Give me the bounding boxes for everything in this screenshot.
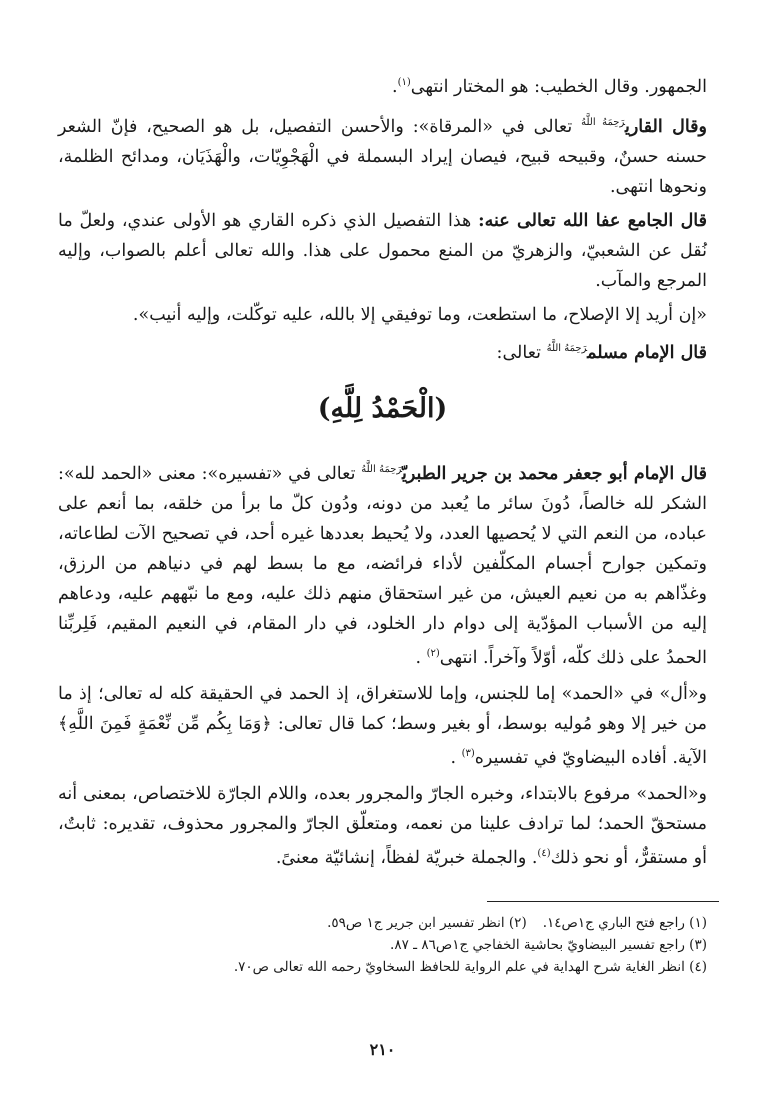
paragraph-7-end: . — [450, 747, 462, 768]
paragraph-3-text: هذا التفصيل الذي ذكره القاري هو الأولى عندي، ولعلّ ما نُقل عن الشعبيّ، والزهريّ من المنع محمول على هذا. والله تعالى أعلم بالصواب، وإليه المرجع والمآب. — [58, 210, 707, 291]
honorific-ligature: رَحِمَهُ اللَّهُ — [546, 342, 588, 354]
footnote-row-2 — [58, 934, 707, 956]
paragraph-7 — [58, 679, 707, 773]
paragraph-8 — [58, 779, 707, 873]
paragraph-2-lead: وقال القاري — [624, 116, 707, 137]
paragraph-4-text: «إن أريد إلا الإصلاح، ما استطعت، وما توفيقي إلا بالله، عليه توكّلت، وإليه أنيب». — [132, 304, 707, 325]
footnote-row-3 — [58, 956, 707, 978]
page-number: ٢١٠ — [369, 1040, 396, 1059]
honorific-ligature: رَحِمَهُ اللَّهُ — [361, 464, 402, 476]
footnote-4: (٤) انظر الغاية شرح الهداية في علم الرواية للحافظ السخاويّ رحمه الله تعالى ص٧٠. — [233, 958, 707, 975]
footnote-row-1 — [58, 912, 707, 934]
honorific-ligature: رَحِمَهُ اللَّهُ — [581, 116, 625, 128]
paragraph-7-text: و«أل» في «الحمد» إما للجنس، وإما للاستغراق، إذ الحمد في الحقيقة كله له تعالى؛ إذ ما من خير إلا وهو مُوليه بوسط، أو بغير وسط؛ كما قال تعالى: ﴿وَمَا بِكُم مِّن نِّعْمَةٍ فَمِنَ اللَّهِ﴾ الآية. أفاده البيضاويّ في تفسيره — [58, 684, 707, 768]
paragraph-8-end: . والجملة خبريّة لفظاً، إنشائيّة معنىً. — [275, 847, 538, 868]
footnote-ref-4[interactable]: (٤) — [537, 847, 551, 859]
paragraph-6 — [58, 455, 707, 673]
paragraph-5-lead: قال الإمام مسلم — [587, 342, 707, 363]
footnote-1: (١) راجع فتح الباري ج١ص١٤. — [542, 914, 707, 931]
paragraph-3-lead: قال الجامع عفا الله تعالى عنه: — [478, 210, 707, 231]
paragraph-1-end: . — [392, 76, 398, 97]
footnote-ref-1[interactable]: (١) — [397, 77, 411, 88]
paragraph-6-text: تعالى في «تفسيره»: معنى «الحمد لله»: الشكر لله خالصاً، دُونَ سائر ما يُعبد من دونه، ودُون كلّ ما برأ من خلقه، بما أنعم على عباده، من النعم التي لا يُحصيها العدد، ولا يُحيط بعددها غيره أحد، في تصحيح الآت لطاعاته، وتمكين جوارح أجسام المكلّفين لأداء فرائضه، مع ما بسط لهم في دنياهم من الرزق، وغذّاهم به من نعيم العيش، من غير استحقاق منهم ذلك عليه، ومع ما نبّههم عليه، ودعاهم إليه من الأسباب المؤدّية إلى دوام دار الخلود، في دار المقام، في النعيم المقيم، فَلِربِّنا الحمدُ على ذلك كلّه، أوّلاً وآخراً. انتهى — [58, 464, 707, 669]
section-title: (الْحَمْدُ لِلَّهِ) — [317, 393, 448, 425]
footnote-divider — [487, 901, 719, 902]
paragraph-8-text: و«الحمد» مرفوع بالابتداء، وخبره الجارّ والمجرور بعده، واللام الجارّة للاختصاص، بمعنى أنه مستحقّ الحمد؛ لما ترادف علينا من نعمه، ومتعلّق الجارّ والمجرور محذوف، تقديره: ثابتٌ، أو مستقرٌّ، أو نحو ذلك — [58, 783, 707, 868]
footnote-ref-2[interactable]: (٢) — [426, 648, 440, 660]
footnote-ref-3[interactable]: (٣) — [461, 748, 475, 760]
paragraph-2 — [58, 108, 707, 202]
paragraph-1 — [58, 68, 707, 102]
footnote-2: (٢) انظر تفسير ابن جرير ج١ ص٥٩. — [327, 914, 527, 931]
paragraph-5 — [58, 334, 707, 368]
paragraph-6-end: . — [415, 648, 427, 669]
paragraph-4 — [58, 300, 707, 330]
paragraph-5-text: تعالى: — [496, 342, 547, 363]
paragraph-6-lead: قال الإمام أبو جعفر محمد بن جرير الطبريّ — [401, 464, 707, 485]
paragraph-3 — [58, 206, 707, 296]
paragraph-1-text: الجمهور. وقال الخطيب: هو المختار انتهى — [410, 76, 707, 97]
footnote-3: (٣) راجع تفسير البيضاويّ بحاشية الخفاجي ج١ص٨٦ ـ ٨٧. — [390, 936, 707, 953]
paragraph-2-text: تعالى في «المرقاة»: والأحسن التفصيل، بل هو الصحيح، فإنّ الشعر حسنه حسنٌ، وقبيحه قبيح، فيصان إيراد البسملة في الْهَجْوِيّات، والْهَذَيَان، ومدائح الظلمة، ونحوها انتهى. — [58, 116, 707, 197]
